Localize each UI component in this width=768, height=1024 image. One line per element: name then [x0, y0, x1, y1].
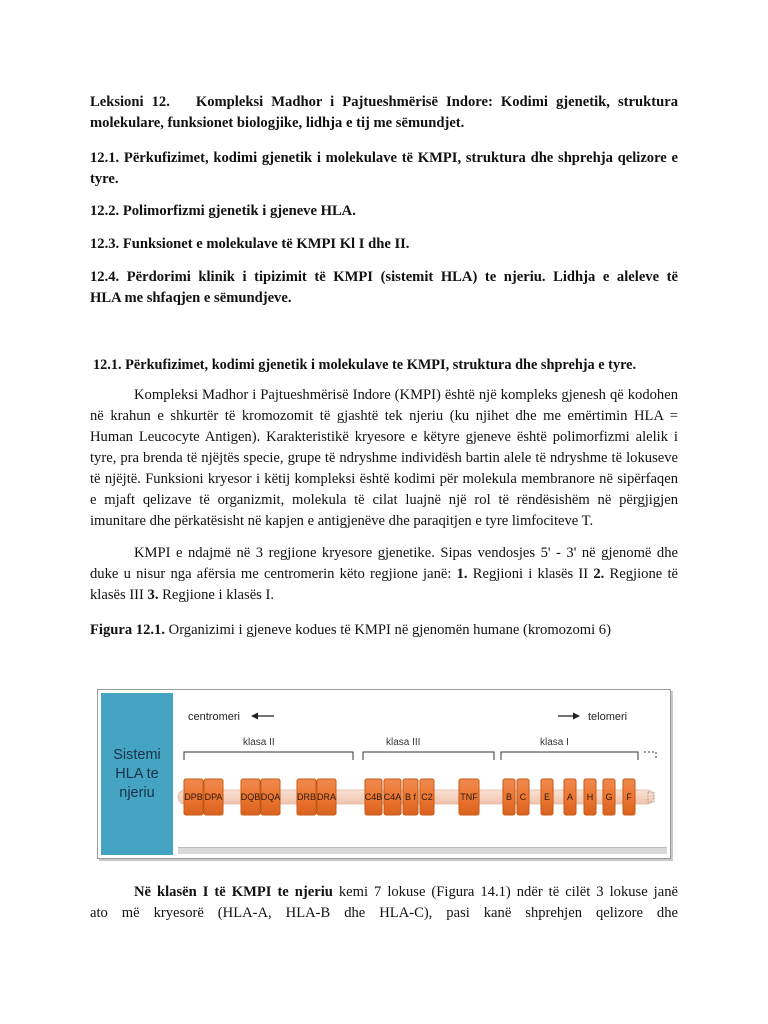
gene-map — [98, 690, 672, 860]
paragraph-class-i-line1 — [90, 882, 678, 903]
svg-text:H: H — [586, 792, 594, 802]
class-i-bold: Në klasën I të KMPI te njeriu — [134, 884, 333, 900]
toc-item-4-line1: 12.4. Përdorimi klinik i tipizimit të KMPI (sistemit HLA) te njeriu. Lidhja e aleleve të — [90, 269, 678, 285]
svg-text:C4A: C4A — [383, 792, 402, 802]
gene-box-tnf — [459, 779, 479, 815]
svg-text:DPB: DPB — [184, 792, 203, 802]
svg-text:DQA: DQA — [260, 792, 281, 802]
region-text-3: Regjione i klasës I. — [158, 587, 275, 603]
gene-box-drb — [297, 779, 316, 815]
toc-item-4-line2: HLA me shfaqjen e sëmundjeve. — [90, 290, 292, 306]
gene-box-dpb — [184, 779, 203, 815]
region-num-2: 2. — [593, 566, 605, 582]
region-num-1: 1. — [456, 566, 468, 582]
toc-item-4 — [90, 267, 678, 309]
region-text-1: Regjioni i klasës II — [467, 566, 594, 582]
class-i-label: klasa I — [540, 737, 569, 748]
telomere-label: telomeri — [588, 711, 628, 723]
figure-caption-text: Organizimi i gjeneve kodues të KMPI në gjenomën humane (kromozomi 6) — [165, 622, 611, 638]
svg-text:DRA: DRA — [316, 792, 337, 802]
svg-text:G: G — [605, 792, 613, 802]
svg-text:B f: B f — [404, 792, 417, 802]
region-text-2: Regjione të klasës III — [90, 566, 678, 603]
svg-text:C: C — [519, 792, 527, 802]
svg-text:DPA: DPA — [204, 792, 223, 802]
gene-box-c4a — [384, 779, 402, 815]
figure-bottom-bar — [178, 847, 667, 854]
svg-text:F: F — [626, 792, 632, 802]
toc-item-2: 12.2. Polimorfizmi gjenetik i gjeneve HLA. — [90, 203, 356, 219]
class-i-dashed-bracket — [644, 752, 656, 760]
svg-text:A: A — [566, 792, 574, 802]
centromere-label: centromeri — [188, 711, 240, 723]
class-ii-bracket — [184, 752, 353, 760]
gene-box-dqb — [241, 779, 261, 815]
svg-text:DRB: DRB — [296, 792, 317, 802]
figure-caption — [90, 620, 678, 641]
svg-text:C2: C2 — [421, 792, 433, 802]
paragraph-regions — [90, 543, 678, 606]
gene-box-e — [541, 779, 553, 815]
panel-line-3: njeriu — [119, 784, 155, 801]
class-ii-label: klasa II — [243, 737, 275, 748]
class-i-bracket — [501, 752, 638, 760]
lesson-title — [90, 92, 678, 134]
paragraph-class-i-line2: ato më kryesorë (HLA-A, HLA-B dhe HLA-C), pasi kanë shprehjen qelizore dhe — [90, 905, 678, 921]
paragraph-class-i — [90, 882, 678, 924]
gene-box-c — [517, 779, 529, 815]
paragraph-regions-text: KMPI e ndajmë në 3 regjione kryesore gjenetike. Sipas vendosjes 5' - 3' në gjenomë dhe duke u nisur nga afërsia me centromerin këto regjione janë: — [90, 545, 678, 582]
gene-box-c4b — [365, 779, 383, 815]
panel-line-1: Sistemi — [113, 746, 161, 763]
toc-item-3: 12.3. Funksionet e molekulave të KMPI Kl I dhe II. — [90, 236, 410, 252]
svg-text:DQB: DQB — [240, 792, 261, 802]
right-arrow-icon — [558, 713, 580, 720]
lesson-label: Leksioni 12. — [90, 94, 170, 110]
paragraph-intro: Kompleksi Madhor i Pajtueshmërisë Indore (KMPI) është një kompleks gjenesh që kodohen në krahun e shkurtër të kromozomit të gjashtë tek njeriu (ku njihet dhe me emërtimin HLA = Human Leucocyte Antigen). Karakteristikë kryesore e këtyre gjeneve është polimorfizmi alelik i tyre, pra brenda të njëjtës specie, grupe të ndryshme individësh bartin alele të ndryshme të lokuseve të njëjtë. Funksioni kryesor i këtij kompleksi është kodimi për molekula membranore në sipërfaqen e mjaft qelizave të organizmit, molekula të cilat luajnë një rol të rëndësishëm në përgjigjen imunitare dhe përkatësisht në kapjen e antigjenëve dhe paraqitjen e tyre limfociteve T. — [90, 387, 678, 529]
class-iii-label: klasa III — [386, 737, 421, 748]
class-i-line1-rest: kemi 7 lokuse (Figura 14.1) ndër të cilët 3 lokuse janë — [332, 884, 678, 900]
lesson-title-line1: Kompleksi Madhor i Pajtueshmërisë Indore: Kodimi gjenetik, struktura — [195, 94, 679, 110]
gene-box-h — [584, 779, 596, 815]
left-arrow-icon — [251, 713, 274, 720]
hla-figure — [97, 689, 671, 859]
toc-item-1: 12.1. Përkufizimet, kodimi gjenetik i molekulave të KMPI, struktura dhe shprehja qelizore e tyre. — [90, 150, 678, 187]
class-brackets — [184, 752, 656, 760]
gene-box-f — [623, 779, 635, 815]
figure-caption-label: Figura 12.1. — [90, 622, 165, 638]
lesson-title-line2: molekulare, funksionet biologjike, lidhja e tij me sëmundjet. — [90, 115, 465, 131]
region-num-3: 3. — [147, 587, 159, 603]
section-heading: 12.1. Përkufizimet, kodimi gjenetik i molekulave te KMPI, struktura dhe shprehja e tyre. — [93, 357, 637, 373]
svg-text:B: B — [505, 792, 513, 802]
svg-text:TNF: TNF — [460, 792, 478, 802]
gene-box-g — [603, 779, 615, 815]
gene-box-b — [503, 779, 515, 815]
gene-box-dpa — [204, 779, 223, 815]
class-iii-bracket — [363, 752, 494, 760]
gene-box-dqa — [261, 779, 281, 815]
gene-box-c2 — [420, 779, 434, 815]
svg-text:E: E — [543, 792, 551, 802]
gene-box-dra — [317, 779, 336, 815]
gene-box-bf — [403, 779, 418, 815]
svg-text:C4B: C4B — [364, 792, 383, 802]
gene-boxes — [184, 779, 635, 815]
panel-line-2: HLA te — [115, 765, 159, 782]
gene-box-a — [564, 779, 576, 815]
